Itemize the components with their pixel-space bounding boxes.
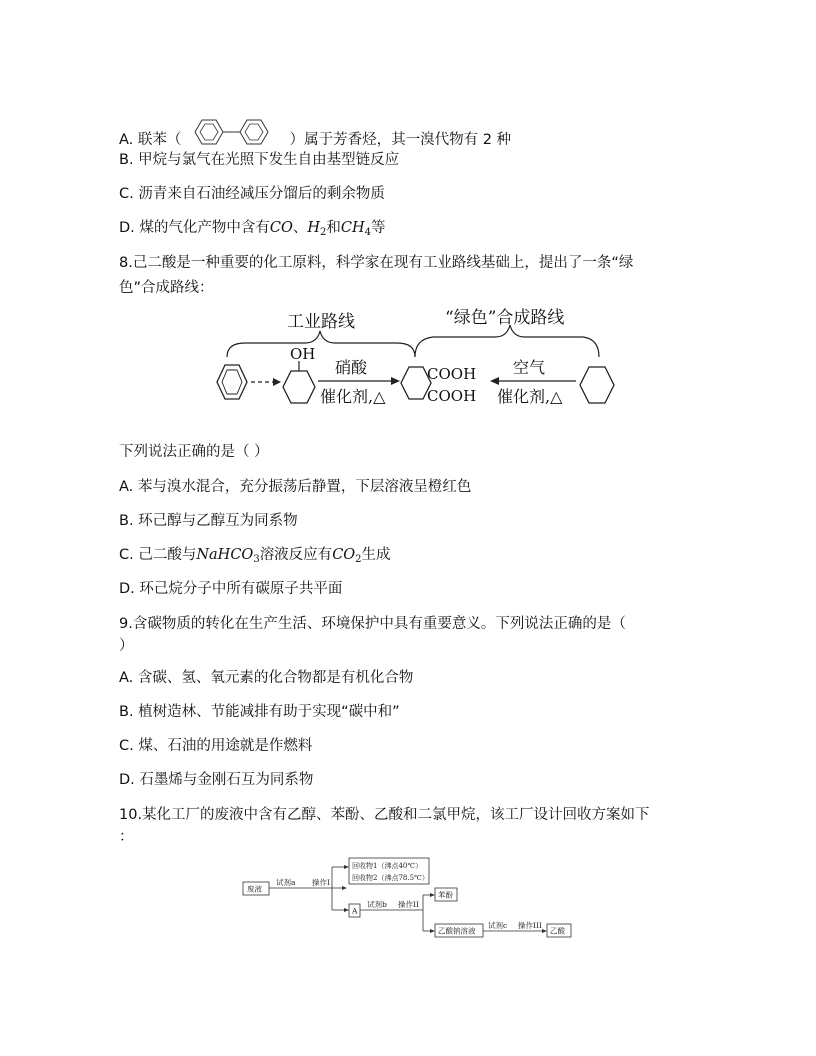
q8-option-c (119, 545, 391, 570)
q9-stem-line2: ） (119, 638, 134, 654)
carboxyl-label-top: COOH (427, 365, 477, 383)
formula-co2-sub: 2 (355, 554, 362, 565)
q8-option-a: A. 苯与溴水混合，充分振荡后静置，下层溶液呈橙红色 (119, 479, 472, 495)
q9-option-c: C. 煤、石油的用途就是作燃料 (119, 738, 313, 754)
q8-option-c-prefix: C. 己二酸与 (119, 547, 197, 563)
q7-option-a-prefix: A. 联苯（ (119, 132, 182, 148)
q7-option-d (119, 218, 386, 243)
q7-option-d-prefix: D. 煤的气化产物中含有 (119, 220, 270, 236)
acetic-acid-label: 乙酸 (550, 926, 565, 936)
formula-nahco3-base: NaHCO (196, 547, 254, 563)
waste-liquid-label: 废液 (247, 884, 262, 894)
formula-nahco3 (196, 547, 259, 563)
q10-stem-line2: ： (119, 829, 134, 845)
reagent-a-label: 试剂a (276, 878, 296, 887)
formula-h2-sub: 2 (320, 227, 327, 238)
q8-option-c-suffix: 生成 (361, 547, 391, 563)
formula-ch4-sub: 4 (364, 227, 372, 238)
q8-question: 下列说法正确的是（ ） (119, 444, 269, 460)
reagent-b-label: 试剂b (367, 900, 387, 909)
q7-option-d-suffix: 等 (371, 220, 386, 236)
industrial-route-label: 工业路线 (287, 312, 355, 332)
hydroxyl-label: OH (290, 345, 316, 363)
q8-option-c-middle: 溶液反应有 (259, 547, 333, 563)
carboxyl-label-bottom: COOH (427, 387, 477, 405)
reagent-air: 空气 (513, 358, 546, 377)
formula-co2 (332, 547, 361, 563)
reagent-c-label: 试剂c (488, 921, 508, 930)
q8-stem-line2: 色”合成路线： (119, 280, 214, 296)
recovery-flowchart (240, 855, 580, 945)
green-route-label: “绿色”合成路线 (445, 308, 565, 328)
q10-stem-line1: 10.某化工厂的废液中含有乙醇、苯酚、乙酸和二氯甲烷，该工厂设计回收方案如下 (119, 807, 650, 823)
separator: 、 (292, 220, 308, 236)
q8-option-d: D. 环己烷分子中所有碳原子共平面 (119, 581, 343, 597)
formula-h2-base: H (307, 220, 321, 236)
q7-option-b: B. 甲烷与氯气在光照下发生自由基型链反应 (119, 152, 400, 168)
condition-catalyst-heat-2: 催化剂,△ (497, 387, 563, 406)
formula-nahco3-sub: 3 (253, 554, 260, 565)
q9-option-b: B. 植树造林、节能减排有助于实现“碳中和” (119, 704, 400, 720)
reagent-nitric-acid: 硝酸 (335, 358, 368, 377)
operation-1-label: 操作I (312, 878, 330, 887)
conjunction: 和 (326, 220, 341, 236)
q7-option-a-suffix: ）属于芳香烃，其一溴代物有 2 种 (289, 132, 512, 148)
operation-2-label: 操作II (398, 900, 419, 909)
formula-ch4 (341, 220, 371, 236)
q9-stem-line1: 9.含碳物质的转化在生产生活、环境保护中具有重要意义。下列说法正确的是（ (119, 616, 626, 632)
q7-option-c: C. 沥青来自石油经减压分馏后的剩余物质 (119, 186, 385, 202)
formula-ch4-base: CH (340, 220, 365, 236)
q9-option-a: A. 含碳、氢、氧元素的化合物都是有机化合物 (119, 670, 414, 686)
q8-option-b: B. 环己醇与乙醇互为同系物 (119, 513, 298, 529)
formula-co2-base: CO (332, 547, 356, 563)
sodium-acetate-label: 乙酸钠溶液 (438, 926, 476, 936)
recovered-product-2: 回收物2（沸点78.5℃） (352, 874, 429, 882)
operation-3-label: 操作III (518, 921, 542, 930)
cyclohexane-ring (580, 367, 614, 403)
cyclohexanol-ring (283, 371, 315, 403)
formula-h2 (307, 220, 326, 236)
adipic-acid-synthesis-scheme (205, 305, 625, 417)
recovered-product-1: 回收物1（沸点40℃） (352, 862, 423, 870)
q9-option-d: D. 石墨烯与金刚石互为同系物 (119, 772, 314, 788)
formula-co: CO (269, 220, 293, 236)
condition-catalyst-heat-1: 催化剂,△ (320, 387, 386, 406)
intermediate-a-label: A (352, 906, 358, 916)
phenol-label: 苯酚 (438, 890, 453, 900)
q8-stem-line1: 8.己二酸是一种重要的化工原料，科学家在现有工业路线基础上，提出了一条“绿 (119, 255, 634, 271)
